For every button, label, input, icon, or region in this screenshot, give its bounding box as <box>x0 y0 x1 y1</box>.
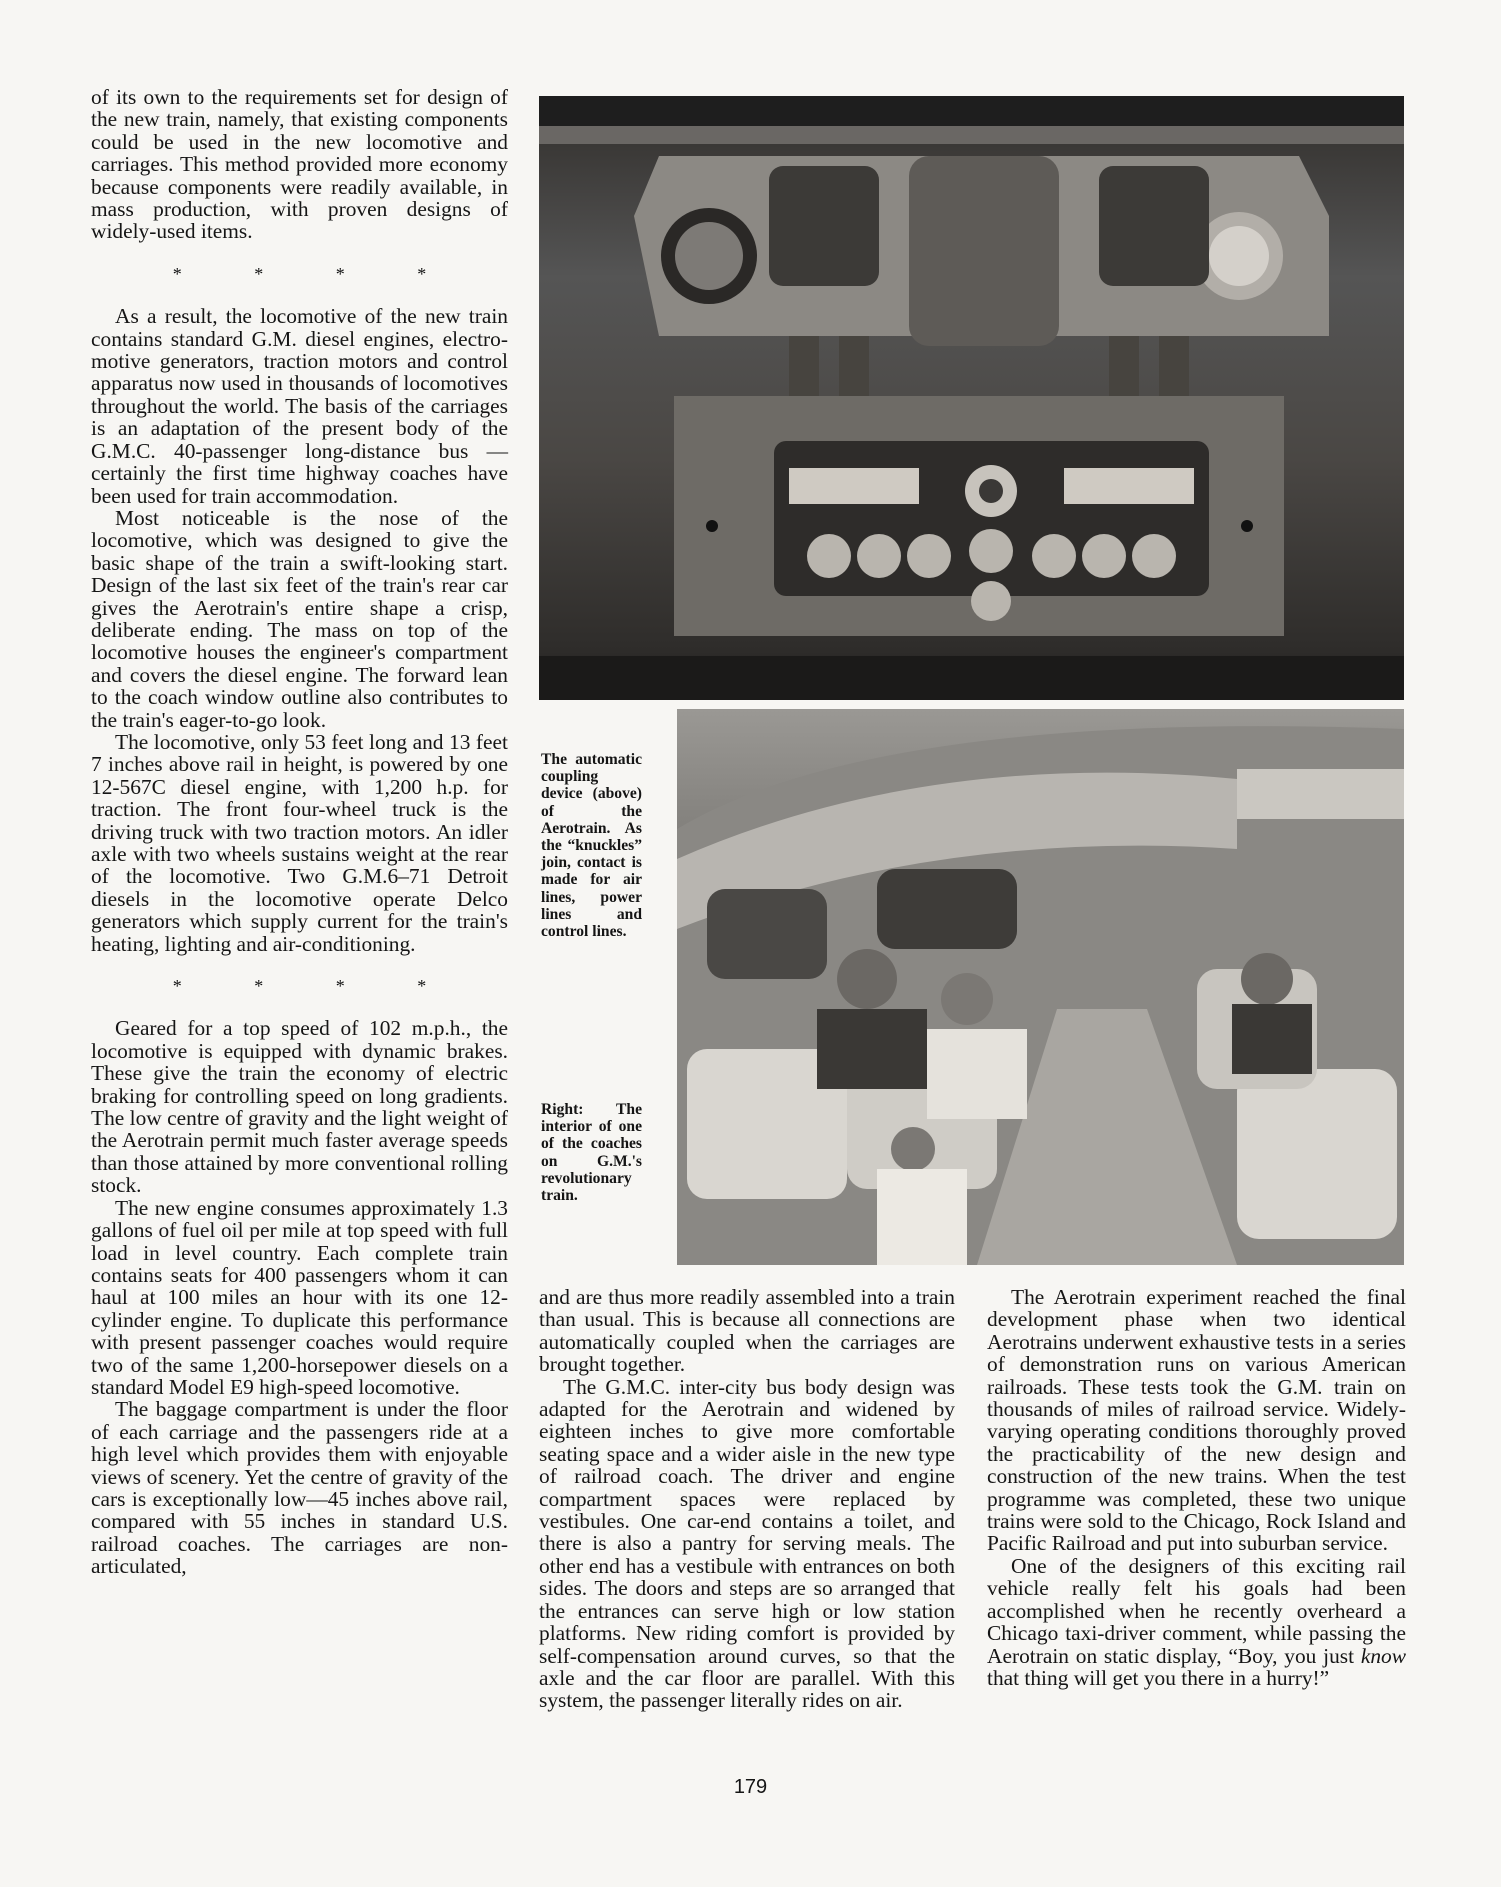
coupling-device-illustration <box>539 96 1404 700</box>
emphasized-word: know <box>1360 1643 1406 1668</box>
coach-interior-photo <box>677 709 1404 1265</box>
paragraph: The new engine consumes approximately 1.3 gallons of fuel oil per mile at top speed with full load in level country. Each complete train contains seats for 400 passengers whom it can haul at 100 miles an hour with its one 12-cylinder engine. To duplicate this performance with present passenger coaches would require two of the same 1,200-horsepower diesels on a standard Model E9 high-speed locomotive. <box>91 1195 508 1399</box>
paragraph: The baggage compartment is under the floor of each carriage and the passengers ride at a high level which provides them with enjoyable views of scenery. Yet the centre of gravity of the cars is exceptionally low—45 inches above rail, compared with 55 inches in standard U.S. railroad coaches. The carriages are non-articulated, <box>91 1397 508 1579</box>
paragraph: and are thus more readily assembled into a train than usual. This is because all connections are automatically coupled when the carriages are brought together. <box>539 1285 955 1377</box>
text-run: that thing will get you there in a hurry!” <box>987 1665 1330 1690</box>
paragraph: The locomotive, only 53 feet long and 13 feet 7 inches above rail in height, is powered by one 12-567C diesel engine, with 1,200 h.p. for traction. The front four-wheel truck is the driving truck with two traction motors. An idler axle with two wheels sustains weight at the rear of the locomotive. Two G.M.6–71 Detroit diesels in the locomotive operate Delco generators which supply current for the train's heating, lighting and air-conditioning. <box>91 729 508 956</box>
coupling-photo-caption: The automatic coupling device (above) of the Aerotrain. As the “knuckles” join, contact is made for air lines, power lines and control lines. <box>541 751 642 941</box>
paragraph: As a result, the locomotive of the new train contains standard G.M. diesel engines, electro-motive generators, traction motors and control apparatus now used in thousands of locomotives throughout the world. The basis of the carriages is an adaptation of the present body of the G.M.C. 40-passenger long-distance bus —certainly the first time highway coaches have been used for train accommodation. <box>91 304 508 508</box>
section-separator: * * * * <box>172 263 461 284</box>
left-text-column <box>91 86 508 1578</box>
paragraph: The G.M.C. inter-city bus body design was adapted for the Aerotrain and widened by eighteen inches to give more comfortable seating space and a wider aisle in the new type of railroad coach. The driver and engine compartment spaces were replaced by vestibules. One car-end contains a toilet, and there is also a pantry for serving meals. The other end has a vestibule with entrances on both sides. The doors and steps are so arranged that the entrances can serve high or low station platforms. New riding comfort is provided by self-compensation around curves, so that the axle and the car floor are parallel. With this system, the passenger literally rides on air. <box>539 1374 955 1713</box>
right-text-column <box>987 1286 1406 1689</box>
paragraph: Geared for a top speed of 102 m.p.h., the locomotive is equipped with dynamic brakes. These give the train the economy of electric braking for controlling speed on long gradients. The low centre of gravity and the light weight of the Aerotrain permit much faster average speeds than those attained by more conventional rolling stock. <box>91 1016 508 1198</box>
paragraph: of its own to the requirements set for design of the new train, namely, that existing components could be used in the new locomotive and carriages. This method provided more economy because components were readily available, in mass production, with proven designs of widely-used items. <box>91 85 508 244</box>
coach-interior-illustration <box>677 709 1404 1265</box>
middle-text-column <box>539 1286 955 1712</box>
page-number: 179 <box>733 1776 768 1798</box>
interior-photo-caption: Right: The interior of one of the coaches on G.M.'s revolutionary train. <box>541 1101 642 1205</box>
coupling-device-photo <box>539 96 1404 700</box>
paragraph: The Aerotrain experiment reached the final development phase when two identical Aerotrains underwent exhaustive tests in a series of demonstration runs on various American railroads. These tests took the G.M. train on thousands of miles of railroad service. Widely-varying operating conditions thoroughly proved the practicability of the new design and construction of the new trains. When the test programme was completed, these two unique trains were sold to the Chicago, Rock Island and Pacific Railroad and put into suburban service. <box>987 1285 1406 1556</box>
section-separator: * * * * <box>172 976 461 997</box>
paragraph <box>987 1555 1406 1689</box>
text-run: One of the designers of this exciting rail vehicle really felt his goals had been accomplished when he recently overheard a Chicago taxi-driver comment, while passing the Aerotrain on static display, “Boy, you just <box>987 1553 1406 1668</box>
paragraph: Most noticeable is the nose of the locomotive, which was designed to give the basic shape of the train a swift-looking start. Design of the last six feet of the train's rear car gives the Aerotrain's entire shape a crisp, deliberate ending. The mass on top of the locomotive houses the engineer's compartment and covers the diesel engine. The forward lean to the coach window outline also contributes to the train's eager-to-go look. <box>91 505 508 732</box>
